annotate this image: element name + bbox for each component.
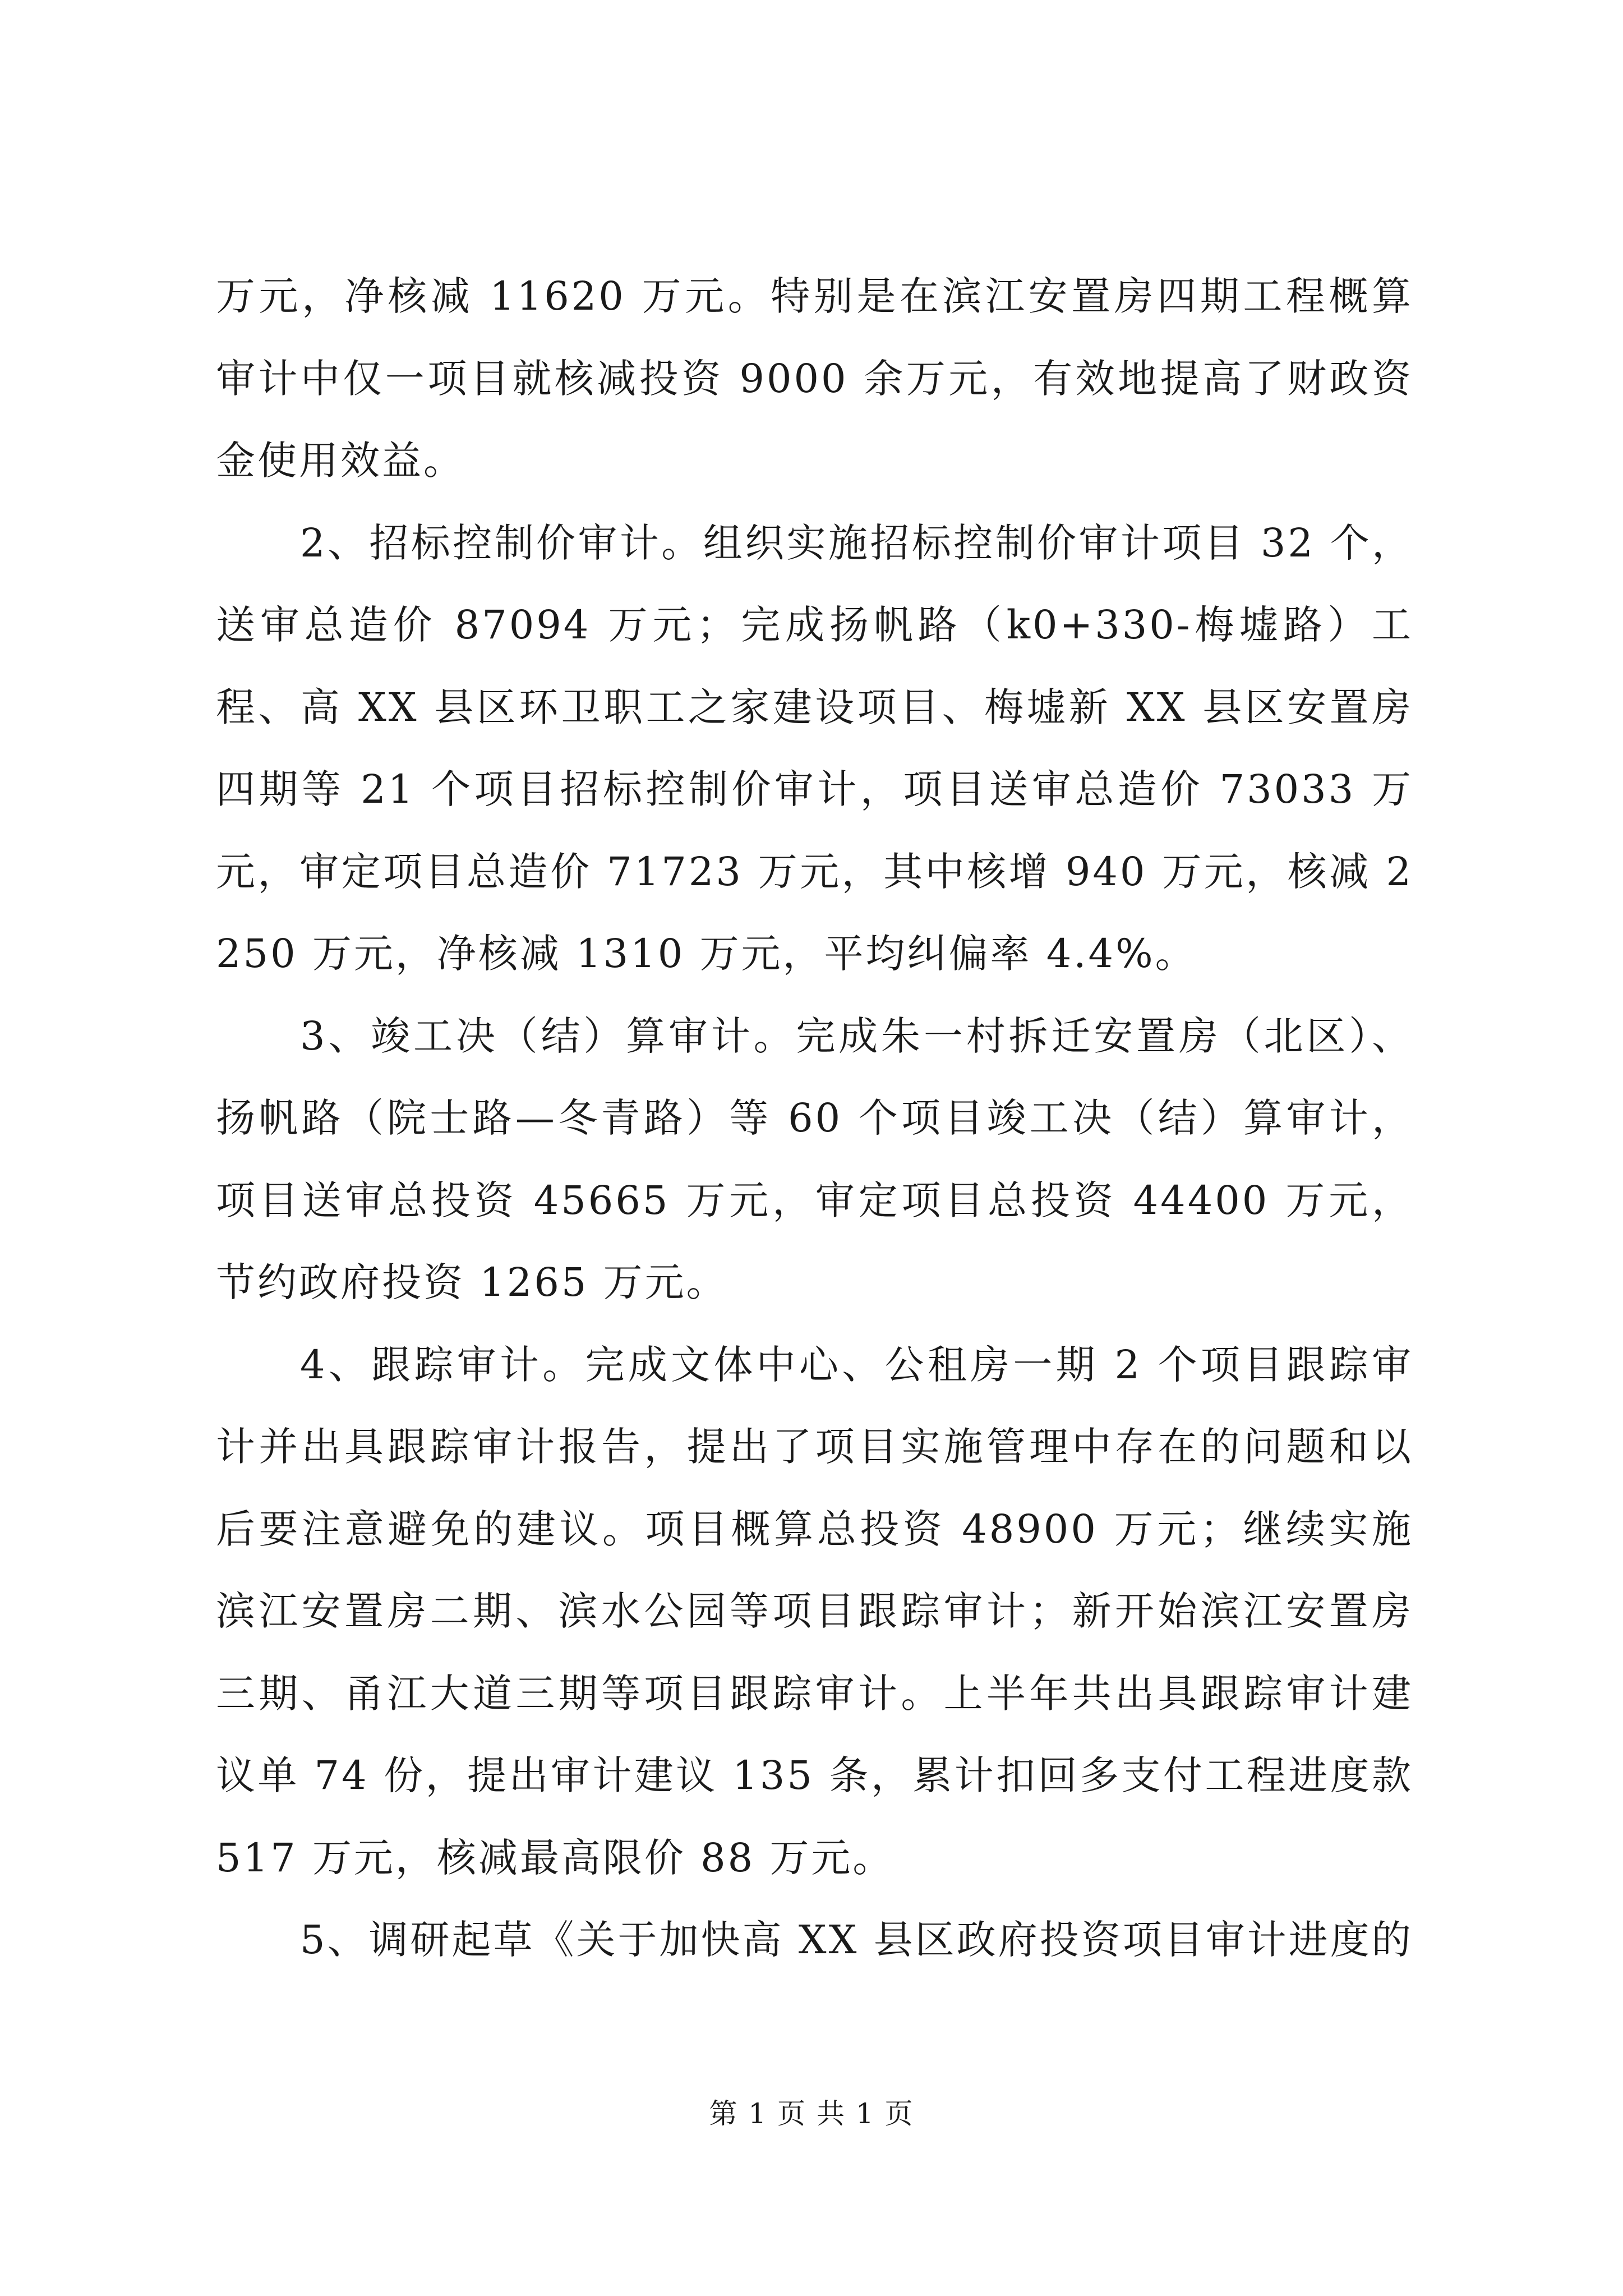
- document-body: [216, 255, 1413, 1981]
- paragraph-bid-control-price-audit: 2、招标控制价审计。组织实施招标控制价审计项目 32 个，送审总造价 87094 万元；完成扬帆路（k0+330-梅墟路）工程、高 XX 县区环卫职工之家建设项目、梅墟新 XX 县区安置房四期等 21 个项目招标控制价审计，项目送审总造价 73033 万元，审定项目总造价 71723 万元，其中核增 940 万元，核减 2250 万元，净核减 1310 万元，平均纠偏率 4.4%。: [216, 519, 1413, 977]
- paragraph-continuation: 万元，净核减 11620 万元。特别是在滨江安置房四期工程概算审计中仅一项目就核减投资 9000 余万元，有效地提高了财政资金使用效益。: [216, 273, 1413, 484]
- paragraph-research-drafting: 5、调研起草《关于加快高 XX 县区政府投资项目审计进度的: [300, 1917, 1413, 1963]
- paragraph-tracking-audit: 4、跟踪审计。完成文体中心、公租房一期 2 个项目跟踪审计并出具跟踪审计报告，提出了项目实施管理中存在的问题和以后要注意避免的建议。项目概算总投资 48900 万元；继续实施滨江安置房二期、滨水公园等项目跟踪审计；新开始滨江安置房三期、甬江大道三期等项目跟踪审计。上半年共出具跟踪审计建议单 74 份，提出审计建议 135 条，累计扣回多支付工程进度款 517 万元，核减最高限价 88 万元。: [216, 1341, 1413, 1881]
- page-footer: 第 1 页 共 1 页: [709, 2097, 914, 2130]
- paragraph-final-accounts-audit: 3、竣工决（结）算审计。完成朱一村拆迁安置房（北区）、扬帆路（院士路—冬青路）等 60 个项目竣工决（结）算审计，项目送审总投资 45665 万元，审定项目总投资 44400 万元，节约政府投资 1265 万元。: [216, 1013, 1413, 1305]
